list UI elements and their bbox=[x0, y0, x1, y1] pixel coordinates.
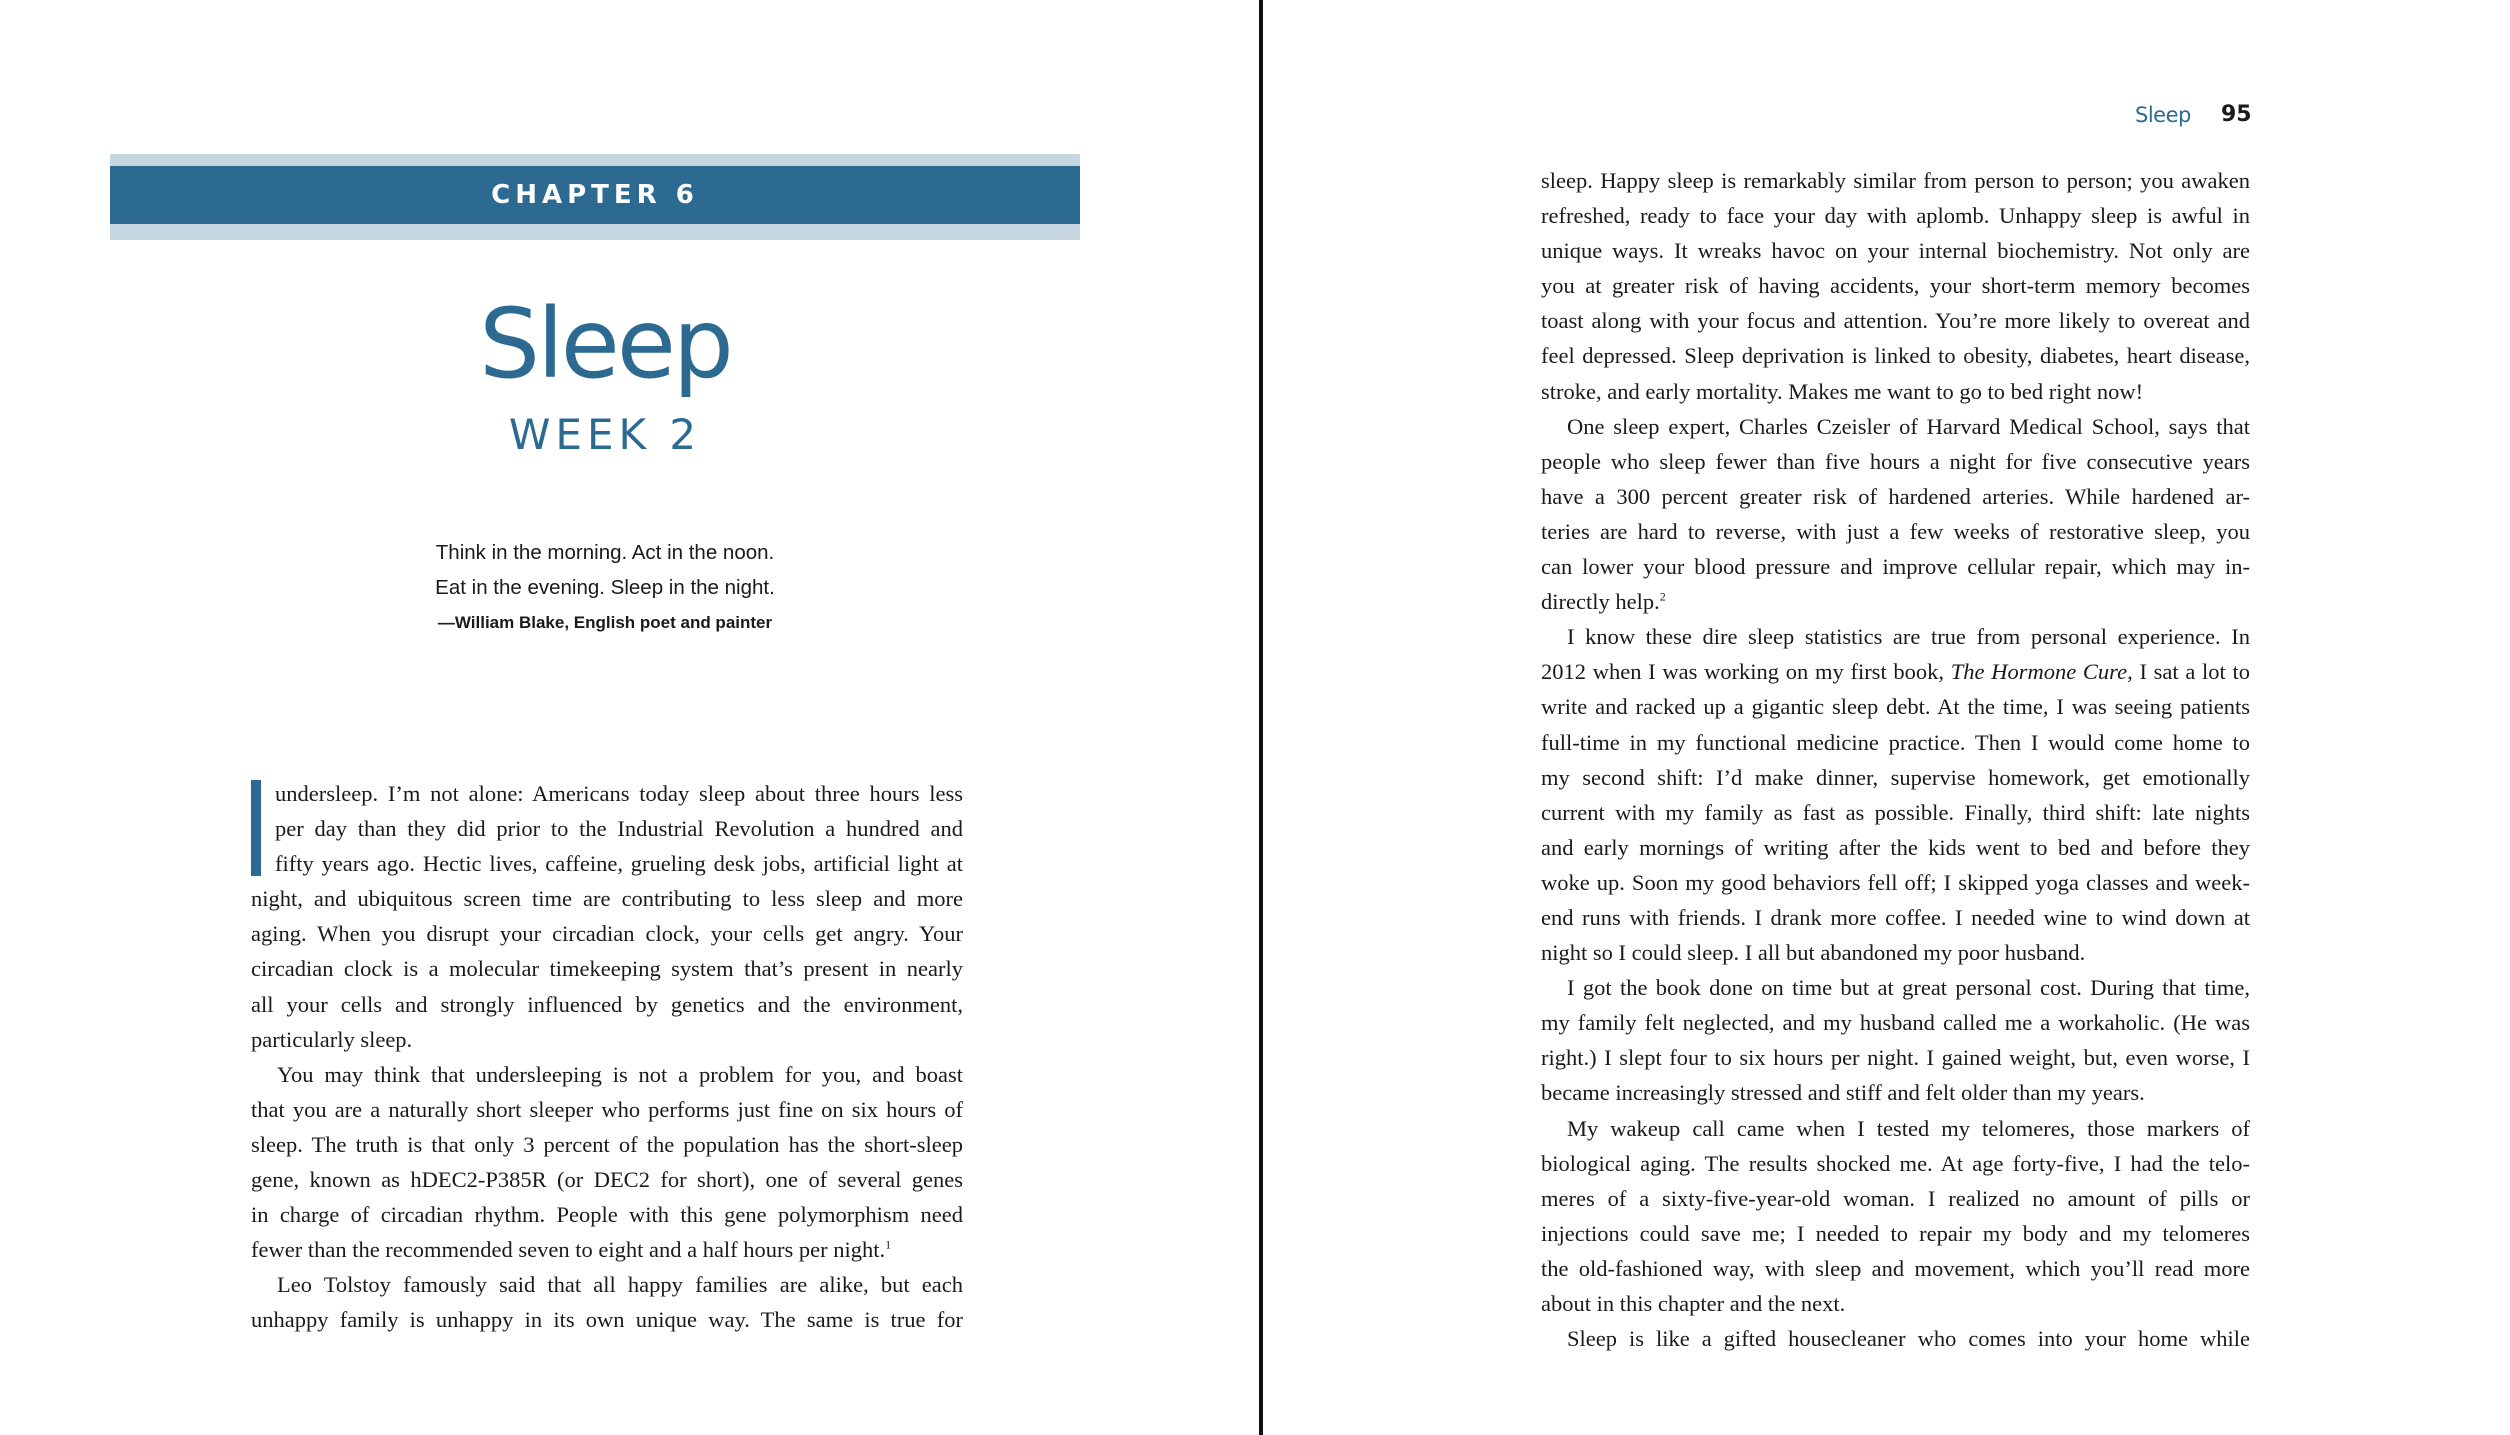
body-line: you at greater risk of having accidents, your short-term memory becomes bbox=[1541, 273, 2250, 299]
body-line: night so I could sleep. I all but abandoned my poor husband. bbox=[1541, 940, 2086, 966]
body-line: toast along with your focus and attention. You’re more likely to overeat and bbox=[1541, 308, 2250, 334]
body-line-text: fewer than the recommended seven to eight and a half hours per night. bbox=[251, 1237, 886, 1263]
body-line: end runs with friends. I drank more coffee. I needed wine to wind down at bbox=[1541, 904, 2250, 930]
body-line: unhappy family is unhappy in its own unique way. The same is true for bbox=[251, 1307, 963, 1333]
body-line: have a 300 percent greater risk of hardened arteries. While hardened ar- bbox=[1541, 483, 2250, 509]
body-line: circadian clock is a molecular timekeeping system that’s present in nearly bbox=[251, 956, 963, 982]
page-gutter bbox=[1259, 0, 1263, 1435]
body-line: fifty years ago. Hectic lives, caffeine, grueling desk jobs, artificial light at bbox=[275, 851, 963, 877]
body-line bbox=[251, 1232, 963, 1267]
body-line: became increasingly stressed and stiff and felt older than my years. bbox=[1541, 1080, 2145, 1106]
body-line: feel depressed. Sleep deprivation is linked to obesity, diabetes, heart disease, bbox=[1541, 343, 2250, 369]
epigraph-line-2: Eat in the evening. Sleep in the night. bbox=[435, 576, 775, 599]
chapter-band bbox=[110, 154, 1080, 240]
body-line: can lower your blood pressure and improve cellular repair, which may in- bbox=[1541, 554, 2250, 580]
body-line: write and racked up a gigantic sleep debt. At the time, I was seeing patients bbox=[1541, 694, 2250, 720]
chapter-subtitle: WEEK 2 bbox=[508, 410, 702, 459]
body-line: Leo Tolstoy famously said that all happy families are alike, but each bbox=[277, 1272, 963, 1298]
chapter-bar bbox=[110, 166, 1080, 224]
right-body-text bbox=[1541, 163, 2250, 1356]
running-head: Sleep bbox=[2135, 103, 2191, 127]
body-line: in charge of circadian rhythm. People with this gene polymorphism need bbox=[251, 1202, 963, 1228]
book-title-italic: The Hormone Cure, bbox=[1950, 659, 2133, 685]
body-line: night, and ubiquitous screen time are contributing to less sleep and more bbox=[251, 886, 963, 912]
body-line: woke up. Soon my good behaviors fell off; I skipped yoga classes and week- bbox=[1541, 869, 2250, 895]
body-line: injections could save me; I needed to repair my body and my telomeres bbox=[1541, 1220, 2250, 1246]
left-body-text bbox=[251, 776, 963, 1338]
body-line-text: directly help. bbox=[1541, 589, 1660, 615]
body-line: that you are a naturally short sleeper who performs just fine on six hours of bbox=[251, 1096, 963, 1122]
body-line: stroke, and early mortality. Makes me want to go to bed right now! bbox=[1541, 378, 2144, 404]
page-number: 95 bbox=[2221, 102, 2252, 127]
body-line: One sleep expert, Charles Czeisler of Harvard Medical School, says that bbox=[1567, 413, 2250, 439]
body-line: I know these dire sleep statistics are true from personal experience. In bbox=[1567, 624, 2250, 650]
body-line: gene, known as hDEC2-P385R (or DEC2 for short), one of several genes bbox=[251, 1167, 963, 1193]
chapter-title: Sleep bbox=[479, 288, 731, 400]
body-line: particularly sleep. bbox=[251, 1026, 413, 1052]
footnote-marker: 1 bbox=[885, 1237, 892, 1252]
body-line: unique ways. It wreaks havoc on your internal biochemistry. Not only are bbox=[1541, 238, 2250, 264]
footnote-marker: 2 bbox=[1659, 589, 1666, 604]
body-line: Sleep is like a gifted housecleaner who comes into your home while bbox=[1567, 1326, 2250, 1352]
body-line: and early mornings of writing after the kids went to bed and before they bbox=[1541, 834, 2250, 860]
body-line: full-time in my functional medicine practice. Then I would come home to bbox=[1541, 729, 2250, 755]
body-line: refreshed, ready to face your day with aplomb. Unhappy sleep is awful in bbox=[1541, 203, 2250, 229]
body-line: per day than they did prior to the Industrial Revolution a hundred and bbox=[275, 816, 963, 842]
body-line: my family felt neglected, and my husband called me a workaholic. (He was bbox=[1541, 1010, 2250, 1036]
body-line: aging. When you disrupt your circadian clock, your cells get angry. Your bbox=[251, 921, 963, 947]
body-line bbox=[1541, 654, 2250, 689]
body-line: I got the book done on time but at great personal cost. During that time, bbox=[1567, 975, 2250, 1001]
body-line: the old-fashioned way, with sleep and movement, which you’ll read more bbox=[1541, 1255, 2250, 1281]
body-line: people who sleep fewer than five hours a night for five consecutive years bbox=[1541, 448, 2250, 474]
body-line: undersleep. I’m not alone: Americans today sleep about three hours less bbox=[275, 781, 963, 806]
epigraph-line-1: Think in the morning. Act in the noon. bbox=[435, 541, 775, 564]
body-line: about in this chapter and the next. bbox=[1541, 1291, 1846, 1316]
body-line: sleep. Happy sleep is remarkably similar from person to person; you awaken bbox=[1541, 168, 2250, 193]
body-line-text: 2012 when I was working on my first book, bbox=[1541, 659, 1945, 685]
body-line: teries are hard to reverse, with just a few weeks of restorative sleep, you bbox=[1541, 518, 2250, 544]
body-line bbox=[1541, 584, 2250, 619]
body-line: sleep. The truth is that only 3 percent of the population has the short-sleep bbox=[251, 1131, 963, 1157]
epigraph-attribution: —William Blake, English poet and painter bbox=[437, 613, 773, 632]
body-line: meres of a sixty-five-year-old woman. I realized no amount of pills or bbox=[1541, 1185, 2250, 1211]
body-line: You may think that undersleeping is not a problem for you, and boast bbox=[277, 1061, 963, 1087]
body-line-text: I sat a lot to bbox=[2139, 659, 2250, 685]
body-line: My wakeup call came when I tested my telomeres, those markers of bbox=[1567, 1115, 2250, 1141]
body-line: biological aging. The results shocked me. At age forty-five, I had the telo- bbox=[1541, 1150, 2250, 1176]
chapter-label: CHAPTER 6 bbox=[491, 180, 699, 210]
body-line: all your cells and strongly influenced by genetics and the environment, bbox=[251, 991, 963, 1017]
body-line: right.) I slept four to six hours per night. I gained weight, but, even worse, I bbox=[1541, 1045, 2250, 1071]
body-line: current with my family as fast as possible. Finally, third shift: late nights bbox=[1541, 799, 2250, 825]
epigraph bbox=[0, 535, 1210, 633]
body-line: my second shift: I’d make dinner, supervise homework, get emotionally bbox=[1541, 764, 2250, 790]
drop-cap-i bbox=[251, 780, 261, 876]
